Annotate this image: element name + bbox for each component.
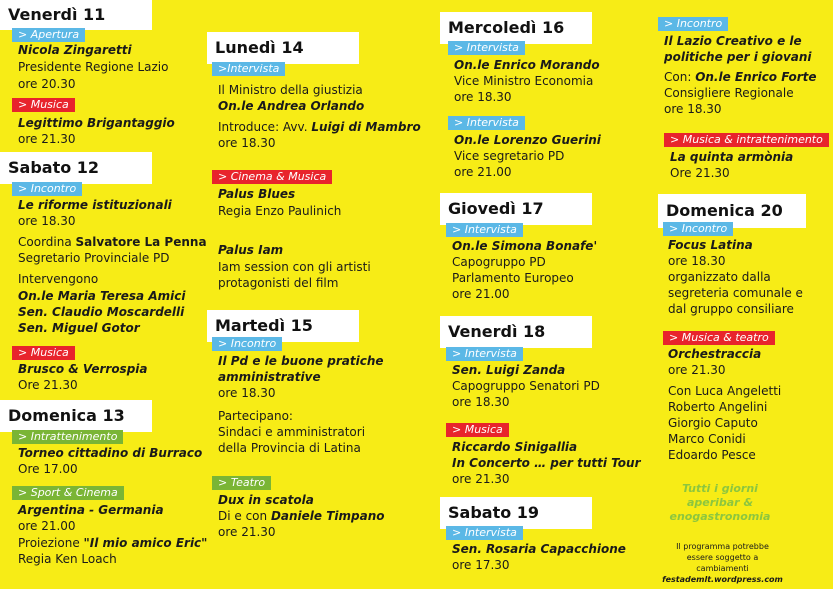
event-time: ore 20.30 bbox=[18, 77, 76, 91]
category-tag: > Intervista bbox=[448, 41, 525, 55]
category-tag: > Intervista bbox=[448, 116, 525, 130]
event-title: Nicola Zingaretti bbox=[18, 43, 132, 57]
performer-name: Marco Conidi bbox=[668, 432, 746, 446]
category-tag: > Musica bbox=[12, 346, 75, 360]
category-tag: > Musica bbox=[12, 98, 75, 112]
event-detail: Intervengono bbox=[18, 272, 99, 286]
event-time: ore 21.00 bbox=[454, 165, 512, 179]
category-tag: > Cinema & Musica bbox=[212, 170, 332, 184]
day-heading: Venerdì 11 bbox=[0, 0, 152, 30]
event-detail: Consigliere Regionale bbox=[664, 86, 794, 100]
speaker-name: Sen. Rosaria Capacchione bbox=[452, 542, 626, 556]
event-time: ore 21.00 bbox=[452, 287, 510, 301]
daily-note: Tutti i giorni aperibar & enogastronomia bbox=[669, 482, 771, 523]
day-heading: Venerdì 18 bbox=[440, 316, 592, 348]
day-heading: Sabato 12 bbox=[0, 152, 152, 184]
event-time: ore 18.30 bbox=[218, 136, 276, 150]
event-title: amministrative bbox=[218, 370, 321, 384]
performer-name: Con Luca Angeletti bbox=[668, 384, 782, 398]
event-detail: Partecipano: bbox=[218, 409, 293, 423]
category-tag: > Intervista bbox=[446, 526, 523, 540]
day-heading: Giovedì 17 bbox=[440, 193, 592, 225]
category-tag: > Sport & Cinema bbox=[12, 486, 124, 500]
speaker-name: On.le Lorenzo Guerini bbox=[454, 133, 601, 147]
event-title: Legittimo Brigantaggio bbox=[18, 116, 175, 130]
event-detail: della Provincia di Latina bbox=[218, 441, 361, 455]
event-detail: Presidente Regione Lazio bbox=[18, 60, 169, 74]
speaker-name: On.le Enrico Morando bbox=[454, 58, 600, 72]
performer-name: Giorgio Caputo bbox=[668, 416, 758, 430]
category-tag: > Incontro bbox=[12, 182, 82, 196]
event-detail: Vice Ministro Economia bbox=[454, 74, 594, 88]
event-title: Palus Iam bbox=[218, 243, 284, 257]
event-time: ore 21.30 bbox=[218, 525, 276, 539]
event-title: Palus Blues bbox=[218, 187, 296, 201]
category-tag: >Intervista bbox=[212, 62, 285, 76]
event-time: ore 21.30 bbox=[18, 132, 76, 146]
event-detail: Iam session con gli artisti bbox=[218, 260, 371, 274]
event-detail: organizzato dalla bbox=[668, 270, 771, 284]
event-detail: dal gruppo consiliare bbox=[668, 302, 794, 316]
category-tag: > Musica & teatro bbox=[663, 331, 775, 345]
event-title: In Concerto … per tutti Tour bbox=[452, 456, 641, 470]
event-time: ore 18.30 bbox=[218, 386, 276, 400]
event-title: On.le Andrea Orlando bbox=[218, 99, 365, 113]
event-title: Orchestraccia bbox=[668, 347, 762, 361]
category-tag: > Musica & intrattenimento bbox=[664, 133, 829, 147]
speaker-name: On.le Maria Teresa Amici bbox=[18, 289, 186, 303]
event-time: Ore 21.30 bbox=[670, 166, 730, 180]
event-title: politiche per i giovani bbox=[664, 50, 812, 64]
event-time: ore 18.30 bbox=[454, 90, 512, 104]
performer-name: Edoardo Pesce bbox=[668, 448, 756, 462]
event-detail: Vice segretario PD bbox=[454, 149, 565, 163]
event-detail: Capogruppo PD bbox=[452, 255, 546, 269]
disclaimer: Il programma potrebbe essere soggetto a cambiamenti festademlt.wordpress.com bbox=[660, 541, 785, 585]
category-tag: > Intervista bbox=[446, 347, 523, 361]
event-title: Dux in scatola bbox=[218, 493, 314, 507]
category-tag: > Musica bbox=[446, 423, 509, 437]
event-time: ore 21.00 bbox=[18, 519, 76, 533]
event-time: ore 21.30 bbox=[668, 363, 726, 377]
performer-name: Roberto Angelini bbox=[668, 400, 768, 414]
event-title: Argentina - Germania bbox=[18, 503, 164, 517]
event-time: Ore 17.00 bbox=[18, 462, 78, 476]
event-detail: segreteria comunale e bbox=[668, 286, 803, 300]
event-time: ore 21.30 bbox=[452, 472, 510, 486]
event-detail: Segretario Provinciale PD bbox=[18, 251, 170, 265]
speaker-name: On.le Simona Bonafe' bbox=[452, 239, 598, 253]
day-heading: Domenica 13 bbox=[0, 400, 152, 432]
event-detail: Parlamento Europeo bbox=[452, 271, 574, 285]
event-detail: Regia Ken Loach bbox=[18, 552, 117, 566]
event-title: Riccardo Sinigallia bbox=[452, 440, 578, 454]
speaker-name: Sen. Claudio Moscardelli bbox=[18, 305, 185, 319]
category-tag: > Intrattenimento bbox=[12, 430, 123, 444]
day-heading: Lunedì 14 bbox=[207, 32, 359, 64]
event-time: ore 18.30 bbox=[668, 254, 726, 268]
event-time: ore 18.30 bbox=[18, 214, 76, 228]
event-detail: Sindaci e amministratori bbox=[218, 425, 366, 439]
speaker-name: Sen. Luigi Zanda bbox=[452, 363, 566, 377]
category-tag: > Incontro bbox=[663, 222, 733, 236]
event-detail: Il Ministro della giustizia bbox=[218, 83, 363, 97]
day-heading: Domenica 20 bbox=[658, 194, 806, 228]
day-heading: Mercoledì 16 bbox=[440, 12, 592, 44]
category-tag: > Apertura bbox=[12, 28, 85, 42]
event-time: ore 17.30 bbox=[452, 558, 510, 572]
event-time: ore 18.30 bbox=[452, 395, 510, 409]
category-tag: > Incontro bbox=[658, 17, 728, 31]
website-url: festademlt.wordpress.com bbox=[662, 575, 783, 584]
event-detail: Introduce: Avv. Luigi di Mambro bbox=[218, 120, 421, 134]
day-heading: Sabato 19 bbox=[440, 497, 592, 529]
day-heading: Martedì 15 bbox=[207, 310, 359, 342]
speaker-name: Sen. Miguel Gotor bbox=[18, 321, 140, 335]
event-detail: Capogruppo Senatori PD bbox=[452, 379, 600, 393]
event-title: Il Lazio Creativo e le bbox=[664, 34, 802, 48]
category-tag: > Intervista bbox=[446, 223, 523, 237]
event-detail: Proiezione "Il mio amico Eric" bbox=[18, 536, 208, 550]
event-detail: Coordina Salvatore La Penna bbox=[18, 235, 207, 249]
event-time: ore 18.30 bbox=[664, 102, 722, 116]
event-detail: protagonisti del film bbox=[218, 276, 339, 290]
event-title: Torneo cittadino di Burraco bbox=[18, 446, 203, 460]
event-detail: Di e con Daniele Timpano bbox=[218, 509, 385, 523]
event-title: Focus Latina bbox=[668, 238, 753, 252]
event-title: Il Pd e le buone pratiche bbox=[218, 354, 384, 368]
event-title: La quinta armònia bbox=[670, 150, 794, 164]
category-tag: > Incontro bbox=[212, 337, 282, 351]
event-title: Le riforme istituzionali bbox=[18, 198, 172, 212]
event-detail: Regia Enzo Paulinich bbox=[218, 204, 342, 218]
event-title: Brusco & Verrospia bbox=[18, 362, 148, 376]
event-detail: Con: On.le Enrico Forte bbox=[664, 70, 817, 84]
category-tag: > Teatro bbox=[212, 476, 271, 490]
event-time: Ore 21.30 bbox=[18, 378, 78, 392]
